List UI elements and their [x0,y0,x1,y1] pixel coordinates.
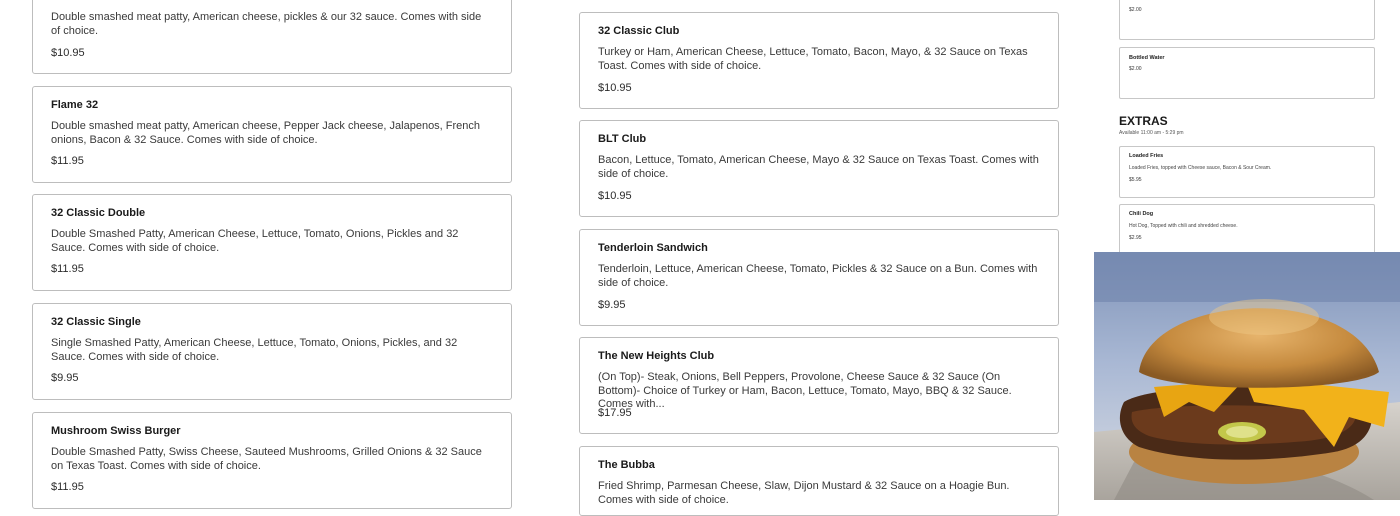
menu-item-description: Turkey or Ham, American Cheese, Lettuce, Tomato, Bacon, Mayo, & 32 Sauce on Texas Toast. Comes with side of choice. [598,46,1028,72]
menu-item-card[interactable] [32,194,512,291]
menu-item-price: $11.95 [51,481,84,493]
menu-item-price: $2.00 [1129,66,1142,72]
menu-item-name: Chili Dog [1129,211,1154,217]
menu-item-description: Tenderloin, Lettuce, American Cheese, Tomato, Pickles & 32 Sauce on a Bun. Comes with side of choice. [598,263,1038,289]
menu-item-card[interactable] [579,12,1059,109]
menu-item-price: $2.95 [1129,235,1142,241]
menu-item-description: (On Top)- Steak, Onions, Bell Peppers, Provolone, Cheese Sauce & 32 Sauce (On Bottom)- Choice of Turkey or Ham, Bacon, Lettuce, Tomato, Mayo, BBQ & 32 Sauce. Comes with... [598,371,1012,410]
menu-item-name: The Bubba [598,459,655,471]
menu-item-price: $11.95 [51,263,84,275]
menu-item-name: Loaded Fries [1129,153,1164,159]
menu-item-price: $9.95 [598,299,626,311]
menu-item-description: Single Smashed Patty, American Cheese, Lettuce, Tomato, Onions, Pickles, and 32 Sauce. Comes with side of choice. [51,337,458,363]
menu-item-price: $5.95 [1129,177,1142,183]
menu-item-price: $9.95 [51,372,79,384]
menu-item-card[interactable] [579,120,1059,217]
menu-item-card[interactable] [579,337,1059,434]
menu-item-description: Double smashed meat patty, American cheese, Pepper Jack cheese, Jalapenos, French onions, Bacon & 32 Sauce. Comes with side of choice. [51,120,481,146]
menu-item-card[interactable] [32,412,512,509]
menu-item-description: Double Smashed Patty, Swiss Cheese, Sauteed Mushrooms, Grilled Onions & 32 Sauce on Texas Toast. Comes with side of choice. [51,446,482,472]
drink-item-card[interactable] [1119,47,1375,99]
menu-item-name: Bottled Water [1129,55,1165,61]
menu-item-description: Fried Shrimp, Parmesan Cheese, Slaw, Dijon Mustard & 32 Sauce on a Hoagie Bun. Comes with side of choice. [598,480,1010,506]
menu-item-name: 32 Classic Single [51,316,141,328]
section-availability: Available 11:00 am - 5:29 pm [1119,130,1184,136]
menu-item-description: Double Smashed Patty, American Cheese, Lettuce, Tomato, Onions, Pickles and 32 Sauce. Comes with side of choice. [51,228,459,254]
menu-item-price: $10.95 [598,82,632,94]
menu-item-price: $17.95 [598,407,632,419]
menu-item-description: Bacon, Lettuce, Tomato, American Cheese, Mayo & 32 Sauce on Texas Toast. Comes with side of choice. [598,154,1039,180]
drink-item-card[interactable] [1119,0,1375,40]
menu-item-card[interactable] [579,229,1059,326]
menu-item-name: Mushroom Swiss Burger [51,425,181,437]
menu-item-description: Double smashed meat patty, American cheese, pickles & our 32 sauce. Comes with side of choice. [51,11,482,37]
menu-item-card[interactable] [579,446,1059,516]
menu-item-price: $10.95 [51,47,85,59]
menu-item-name: Tenderloin Sandwich [598,242,708,254]
section-title: EXTRAS [1119,114,1168,128]
burger-photo [1094,252,1400,500]
menu-item-card[interactable] [32,86,512,183]
menu-item-description: Hot Dog, Topped with chili and shredded cheese. [1129,223,1238,229]
menu-item-card[interactable] [32,303,512,400]
menu-item-card[interactable] [32,0,512,74]
menu-item-name: Flame 32 [51,99,99,111]
extra-item-card[interactable] [1119,146,1375,198]
menu-item-price: $2.00 [1129,7,1142,13]
extra-item-card[interactable] [1119,204,1375,256]
menu-item-name: BLT Club [598,133,647,145]
menu-item-name: 32 Classic Double [51,207,146,219]
menu-item-description: Loaded Fries, topped with Cheese sauce, Bacon & Sour Cream. [1129,165,1272,171]
menu-item-price: $10.95 [598,190,632,202]
menu-item-price: $11.95 [51,155,84,167]
menu-item-name: 32 Classic Club [598,25,680,37]
menu-item-name: The New Heights Club [598,350,715,362]
